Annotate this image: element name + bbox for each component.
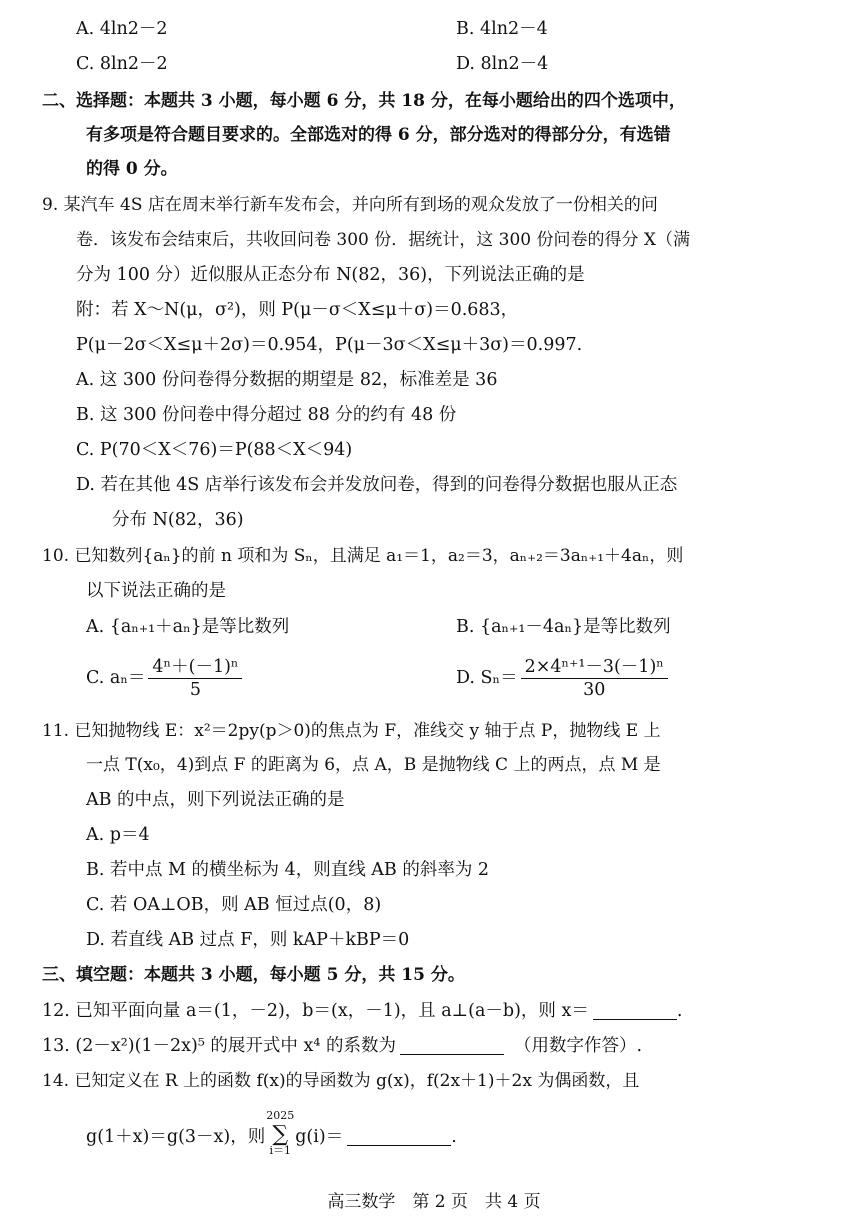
q10-option-c-fraction (148, 656, 242, 701)
q12-line (42, 998, 682, 1024)
summation-upper-limit: 2025 (266, 1109, 295, 1122)
q10-option-b: B. {aₙ₊₁－4aₙ}是等比数列 (456, 617, 671, 637)
q14-stem-line1: 14. 已知定义在 R 上的函数 f(x)的导函数为 g(x)，f(2x＋1)＋2x 为偶函数，且 (42, 1071, 640, 1091)
q9-option-a: A. 这 300 份问卷得分数据的期望是 82，标准差是 36 (76, 370, 498, 390)
q11-option-b: B. 若中点 M 的横坐标为 4，则直线 AB 的斜率为 2 (86, 860, 490, 880)
q12-answer-blank[interactable] (593, 1001, 677, 1020)
q9-option-b: B. 这 300 份问卷中得分超过 88 分的约有 48 份 (76, 405, 457, 425)
q9-appendix-line2: P(μ－2σ＜X≤μ＋2σ)＝0.954，P(μ－3σ＜X≤μ＋3σ)＝0.997. (76, 335, 583, 355)
q10-option-c-denominator: 5 (189, 680, 202, 700)
q9-stem-line2: 卷．该发布会结束后，共收回问卷 300 份．据统计，这 300 份问卷的得分 X（满 (76, 230, 691, 250)
summation-lower-limit: i＝1 (269, 1144, 291, 1157)
q12-end: . (676, 1001, 683, 1021)
q8-option-d: D. 8ln2－4 (456, 54, 549, 74)
q13-end: （用数字作答）. (513, 1036, 643, 1056)
q10-option-c-numerator: 4ⁿ＋(－1)ⁿ (148, 656, 242, 679)
q10-option-d-numerator: 2×4ⁿ⁺¹－3(－1)ⁿ (521, 656, 668, 679)
q11-option-a: A. p＝4 (86, 825, 150, 845)
q13-answer-blank[interactable] (400, 1036, 504, 1055)
q8-option-c: C. 8ln2－2 (76, 54, 168, 74)
section2-heading-line1: 二、选择题：本题共 3 小题，每小题 6 分，共 18 分，在每小题给出的四个选项中， (42, 91, 686, 111)
q10-option-d (456, 655, 671, 701)
section2-heading-line2: 有多项是符合题目要求的。全部选对的得 6 分，部分选对的得部分分，有选错 (86, 125, 671, 145)
q14-line2-prefix: g(1＋x)＝g(3－x)，则 (86, 1127, 266, 1147)
section3-heading: 三、填空题：本题共 3 小题，每小题 5 分，共 15 分。 (42, 965, 465, 985)
q11-option-c: C. 若 OA⊥OB，则 AB 恒过点(0，8) (86, 895, 382, 915)
q11-stem-line1: 11. 已知抛物线 E：x²＝2py(p＞0)的焦点为 F，准线交 y 轴于点 P，抛物线 E 上 (42, 721, 661, 741)
q10-option-a: A. {aₙ₊₁＋aₙ}是等比数列 (86, 617, 290, 637)
q11-stem-line3: AB 的中点，则下列说法正确的是 (86, 790, 345, 810)
q13-text: 13. (2－x²)(1－2x)⁵ 的展开式中 x⁴ 的系数为 (42, 1036, 396, 1056)
q14-stem-line2 (86, 1109, 457, 1157)
q10-option-d-label: D. Sₙ＝ (456, 668, 518, 688)
q8-option-a: A. 4ln2－2 (76, 19, 168, 39)
section2-heading-line3: 的得 0 分。 (86, 159, 178, 179)
summation-operator (265, 1109, 295, 1157)
q12-text: 12. 已知平面向量 a＝(1，－2)，b＝(x，－1)，且 a⊥(a－b)，则 x＝ (42, 1001, 589, 1021)
q9-option-d-line2: 分布 N(82，36) (112, 510, 244, 530)
summation-sigma-icon: ∑ (272, 1122, 289, 1147)
q9-stem-line3: 分为 100 分）近似服从正态分布 N(82，36)，下列说法正确的是 (76, 265, 585, 285)
q10-option-c (86, 655, 245, 701)
q9-appendix-line1: 附：若 X～N(μ，σ²)，则 P(μ－σ＜X≤μ＋σ)＝0.683， (76, 300, 519, 320)
q14-line2-suffix: g(i)＝ (295, 1127, 344, 1147)
q11-stem-line2: 一点 T(x₀，4)到点 F 的距离为 6，点 A，B 是抛物线 C 上的两点，点 M 是 (86, 755, 661, 775)
page-footer: 高三数学 第 2 页 共 4 页 (327, 1192, 541, 1212)
q9-stem-line1: 9. 某汽车 4S 店在周末举行新车发布会，并向所有到场的观众发放了一份相关的问 (42, 195, 658, 215)
q9-option-c: C. P(70＜X＜76)＝P(88＜X＜94) (76, 440, 353, 460)
q10-stem-line2: 以下说法正确的是 (86, 581, 226, 601)
q9-option-d-line1: D. 若在其他 4S 店举行该发布会并发放问卷，得到的问卷得分数据也服从正态 (76, 475, 678, 495)
q10-option-c-label: C. aₙ＝ (86, 668, 146, 688)
q10-option-d-fraction (521, 656, 668, 701)
q11-option-d: D. 若直线 AB 过点 F，则 kAP＋kBP＝0 (86, 930, 410, 950)
q10-option-d-denominator: 30 (583, 680, 606, 700)
q8-option-b: B. 4ln2－4 (456, 19, 548, 39)
q14-end: . (451, 1127, 457, 1147)
q14-answer-blank[interactable] (347, 1127, 451, 1146)
q13-line (42, 1033, 642, 1059)
q10-stem-line1: 10. 已知数列{aₙ}的前 n 项和为 Sₙ，且满足 a₁＝1，a₂＝3，aₙ₊₂＝3aₙ₊₁＋4aₙ，则 (42, 546, 684, 566)
